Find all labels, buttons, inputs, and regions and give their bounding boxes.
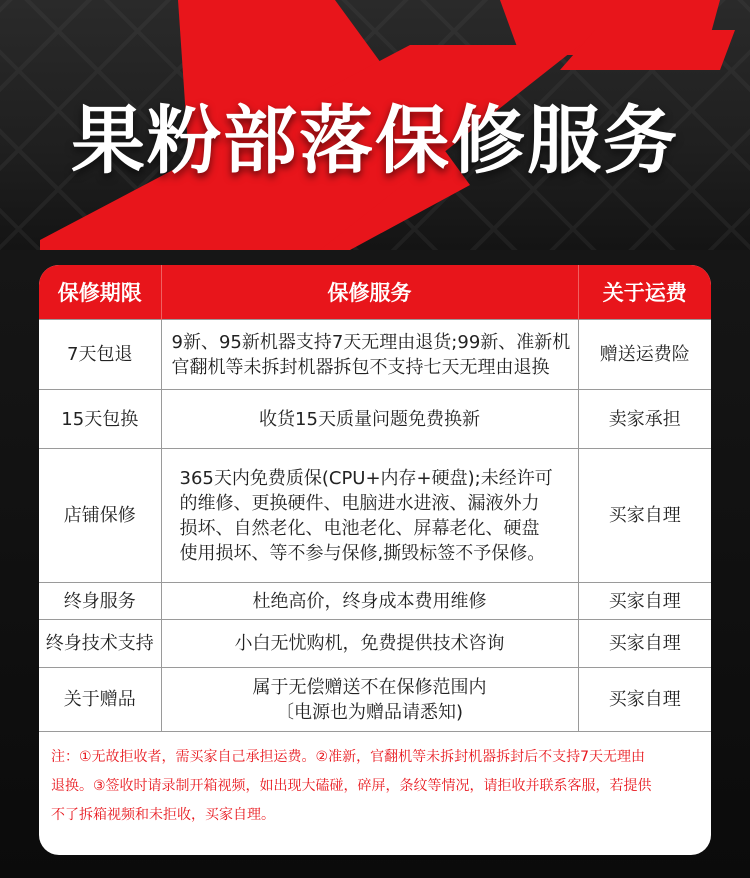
row-service (161, 620, 578, 668)
row-service (161, 390, 578, 449)
warranty-card (39, 265, 711, 855)
note-line: 不了拆箱视频和未拒收，买家自理。 (51, 807, 275, 823)
service-line: 9新、95新机器支持7天无理由退货;99新、准新机 (171, 331, 571, 353)
row-shipping: 买家自理 (578, 583, 711, 620)
service-line: 收货15天质量问题免费换新 (259, 408, 480, 430)
service-line: 损坏、自然老化、电池老化、屏幕老化、硬盘 (179, 517, 540, 539)
note-line: 退换。③签收时请录制开箱视频，如出现大磕碰，碎屏，条纹等情况，请拒收并联系客服，若提供 (51, 778, 652, 794)
service-line: 使用损坏、等不参与保修,撕毁标签不予保修。 (179, 542, 546, 564)
row-service (161, 583, 578, 620)
service-line: 的维修、更换硬件、电脑进水进液、漏液外力 (179, 492, 540, 514)
notes-block (51, 743, 699, 830)
row-shipping: 卖家承担 (578, 390, 711, 449)
row-period: 15天包换 (39, 390, 161, 449)
service-line: 小白无忧购机，免费提供技术咨询 (234, 633, 505, 654)
row-shipping: 买家自理 (578, 620, 711, 668)
row-service (161, 668, 578, 732)
header-service: 保修服务 (161, 265, 578, 320)
service-line: 365天内免费质保(CPU+内存+硬盘);未经许可 (179, 467, 553, 489)
row-service (161, 449, 578, 583)
service-line: 杜绝高价，终身成本费用维修 (252, 590, 487, 612)
row-shipping: 买家自理 (578, 668, 711, 732)
table-row (39, 620, 711, 668)
table-row (39, 668, 711, 732)
table-row (39, 390, 711, 449)
row-shipping: 买家自理 (578, 449, 711, 583)
table-row (39, 449, 711, 583)
table-row (39, 583, 711, 620)
row-service (161, 320, 578, 390)
row-period: 店铺保修 (39, 449, 161, 583)
note-line: 注：①无故拒收者，需买家自己承担运费。②准新，官翻机等未拆封机器拆封后不支持7天无理由 (51, 749, 646, 765)
table-header-row (39, 265, 711, 320)
row-period: 7天包退 (39, 320, 161, 390)
header-shipping: 关于运费 (578, 265, 711, 320)
page-title: 果粉部落保修服务 (71, 98, 679, 184)
header-period: 保修期限 (39, 265, 161, 320)
row-period: 终身技术支持 (39, 620, 161, 668)
service-line: 属于无偿赠送不在保修范围内 (252, 676, 487, 698)
row-period: 关于赠品 (39, 668, 161, 732)
header-banner (0, 0, 750, 250)
row-shipping: 赠送运费险 (578, 320, 711, 390)
table-row (39, 320, 711, 390)
row-period: 终身服务 (39, 583, 161, 620)
warranty-table (39, 265, 711, 732)
service-line: 〔电源也为赠品请悉知) (275, 701, 464, 723)
service-line: 官翻机等未拆封机器拆包不支持七天无理由退换 (171, 356, 550, 378)
